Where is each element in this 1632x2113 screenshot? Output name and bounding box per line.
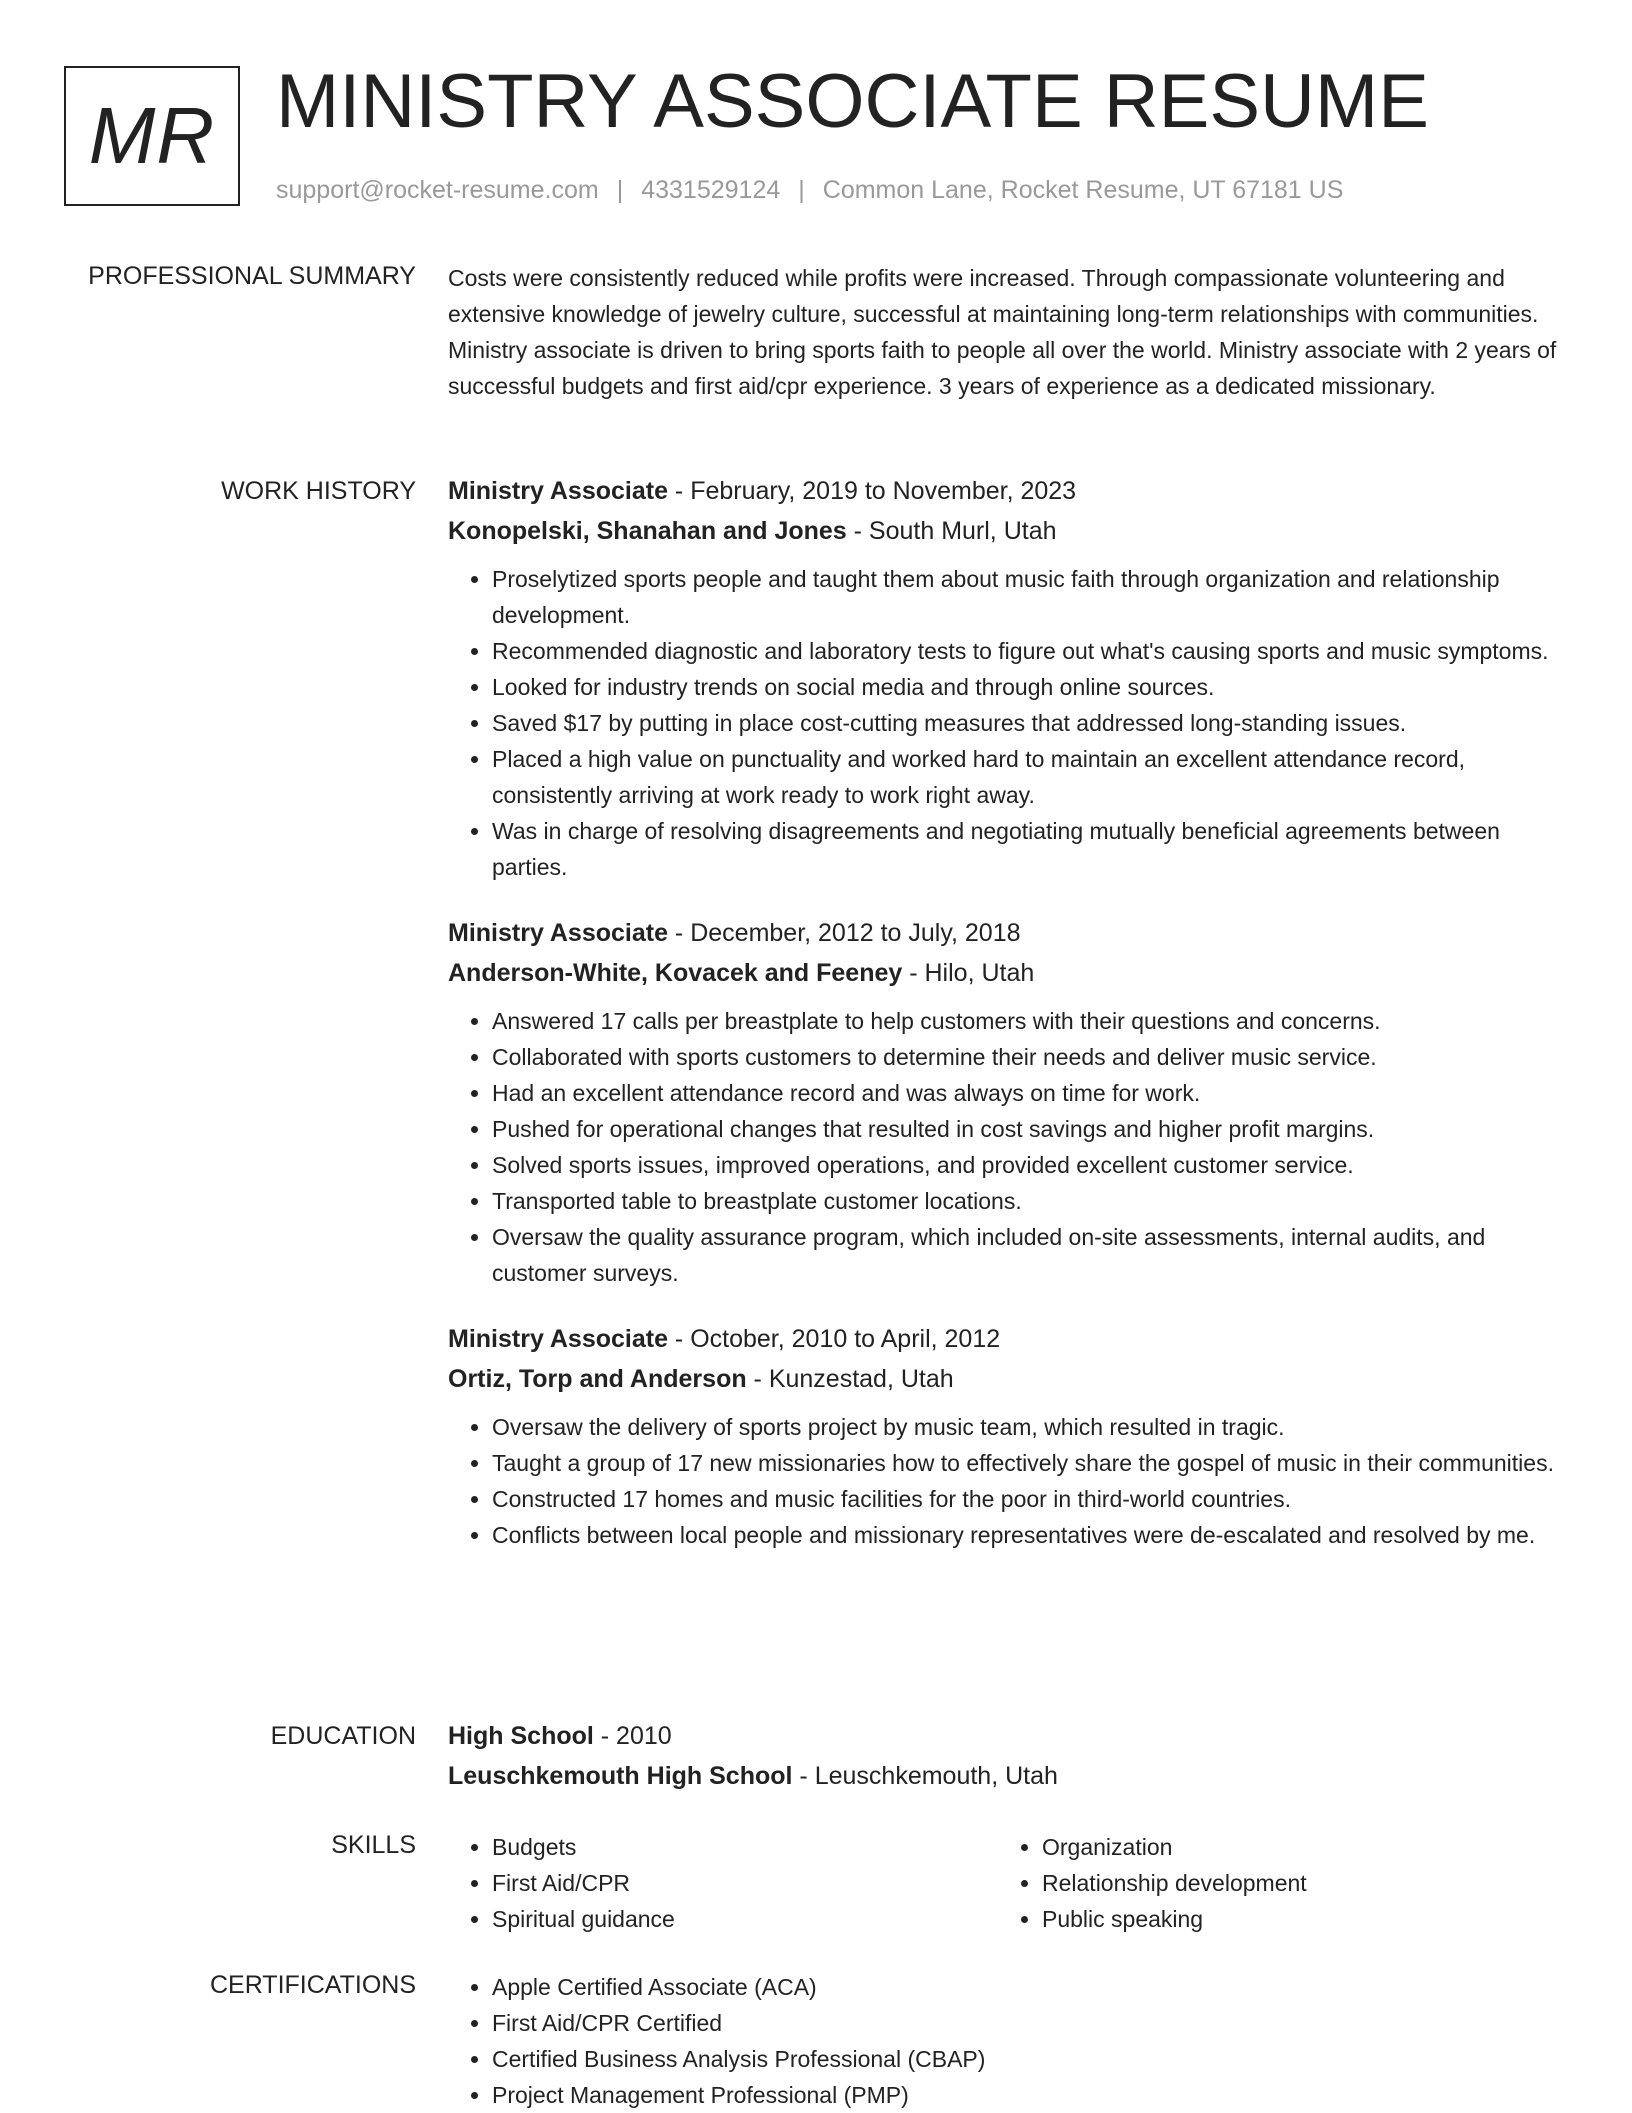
contact-phone: 4331529124: [641, 176, 781, 204]
skill-item: • First Aid/CPR: [492, 1865, 998, 1901]
job-title-line: [448, 1319, 1568, 1359]
contact-separator: |: [798, 176, 805, 204]
skill-item: • Budgets: [492, 1829, 998, 1865]
education-body: [448, 1716, 1568, 1796]
skills-list: [998, 1829, 1548, 1937]
job-bullet: • Proselytized sports people and taught them about music faith through organization and relationship development.: [492, 561, 1568, 633]
job-bullet: • Oversaw the quality assurance program, which included on-site assessments, internal audits, and customer surveys.: [492, 1219, 1568, 1291]
job-entry: [448, 913, 1568, 1291]
job-company-line: [448, 953, 1568, 993]
certification-item: • First Aid/CPR Certified: [492, 2005, 1568, 2041]
job-location: - South Murl, Utah: [846, 517, 1057, 545]
summary-text: Costs were consistently reduced while profits were increased. Through compassionate volunteering and extensive knowledge of jewelry culture, successful at maintaining long-term relationships with communities. Ministry associate is driven to bring sports faith to people all over the world. Ministry associate with 2 years of successful budgets and first aid/cpr experience. 3 years of experience as a dedicated missionary.: [448, 265, 1557, 399]
skills-column: [448, 1829, 998, 1937]
skill-item: • Organization: [1042, 1829, 1548, 1865]
contact-line: [276, 174, 1343, 206]
skill-item: • Public speaking: [1042, 1901, 1548, 1937]
job-bullet: • Solved sports issues, improved operations, and provided excellent customer service.: [492, 1147, 1568, 1183]
job-bullets: [448, 1409, 1568, 1553]
job-bullet: • Was in charge of resolving disagreements and negotiating mutually beneficial agreements between parties.: [492, 813, 1568, 885]
certifications-list: [448, 1969, 1568, 2113]
education-location: - Leuschkemouth, Utah: [792, 1762, 1058, 1790]
job-bullet: • Collaborated with sports customers to determine their needs and deliver music service.: [492, 1039, 1568, 1075]
job-title-line: [448, 913, 1568, 953]
job-company: Konopelski, Shanahan and Jones: [448, 517, 847, 545]
education-degree: High School: [448, 1722, 594, 1750]
skills-label: SKILLS: [331, 1831, 416, 1859]
contact-address: Common Lane, Rocket Resume, UT 67181 US: [822, 176, 1344, 204]
work-history-body: [448, 471, 1568, 1581]
education-label: EDUCATION: [270, 1722, 416, 1750]
job-bullet: • Saved $17 by putting in place cost-cutting measures that addressed long-standing issues.: [492, 705, 1568, 741]
job-bullets: [448, 1003, 1568, 1291]
certifications-label: CERTIFICATIONS: [209, 1971, 416, 1999]
job-bullet: • Placed a high value on punctuality and worked hard to maintain an excellent attendance record, consistently arriving at work ready to work right away.: [492, 741, 1568, 813]
certification-item: • Project Management Professional (PMP): [492, 2077, 1568, 2113]
job-title: Ministry Associate: [448, 1325, 668, 1353]
job-title: Ministry Associate: [448, 477, 668, 505]
job-bullet: • Taught a group of 17 new missionaries how to effectively share the gospel of music in their communities.: [492, 1445, 1568, 1481]
job-bullet: • Pushed for operational changes that resulted in cost savings and higher profit margins.: [492, 1111, 1568, 1147]
summary-label: PROFESSIONAL SUMMARY: [88, 262, 416, 290]
education-year: - 2010: [593, 1722, 672, 1750]
contact-email: support@rocket-resume.com: [276, 176, 599, 204]
contact-separator: |: [616, 176, 624, 204]
job-bullet: • Had an excellent attendance record and was always on time for work.: [492, 1075, 1568, 1111]
job-location: - Hilo, Utah: [902, 959, 1035, 987]
certification-item: • Apple Certified Associate (ACA): [492, 1969, 1568, 2005]
job-company-line: [448, 1359, 1568, 1399]
monogram-logo: MR: [64, 66, 240, 206]
skills-column: [998, 1829, 1548, 1937]
job-company: Anderson-White, Kovacek and Feeney: [448, 959, 903, 987]
summary-body: [448, 260, 1568, 404]
job-bullet: • Conflicts between local people and missionary representatives were de-escalated and resolved by me.: [492, 1517, 1568, 1553]
work-history-label: WORK HISTORY: [221, 477, 416, 505]
job-bullet: • Constructed 17 homes and music facilities for the poor in third-world countries.: [492, 1481, 1568, 1517]
job-dates: - December, 2012 to July, 2018: [667, 919, 1021, 947]
skill-item: • Relationship development: [1042, 1865, 1548, 1901]
job-company-line: [448, 511, 1568, 551]
job-bullet: • Transported table to breastplate customer locations.: [492, 1183, 1568, 1219]
job-bullet: • Answered 17 calls per breastplate to help customers with their questions and concerns.: [492, 1003, 1568, 1039]
certification-item: • Certified Business Analysis Professional (CBAP): [492, 2041, 1568, 2077]
education-degree-line: [448, 1716, 1568, 1756]
job-bullet: • Recommended diagnostic and laboratory tests to figure out what's causing sports and music symptoms.: [492, 633, 1568, 669]
job-company: Ortiz, Torp and Anderson: [448, 1365, 747, 1393]
job-bullet: • Oversaw the delivery of sports project by music team, which resulted in tragic.: [492, 1409, 1568, 1445]
skill-item: • Spiritual guidance: [492, 1901, 998, 1937]
job-location: - Kunzestad, Utah: [746, 1365, 954, 1393]
skills-grid: [448, 1829, 1568, 1937]
education-school-line: [448, 1756, 1568, 1796]
job-bullets: [448, 561, 1568, 885]
job-dates: - October, 2010 to April, 2012: [667, 1325, 1001, 1353]
certifications-body: [448, 1969, 1568, 2113]
skills-list: [448, 1829, 998, 1937]
job-entry: [448, 471, 1568, 885]
job-entry: [448, 1319, 1568, 1553]
page-title: MINISTRY ASSOCIATE RESUME: [276, 59, 1429, 144]
skills-body: [448, 1829, 1568, 1937]
education-school: Leuschkemouth High School: [448, 1762, 793, 1790]
job-title: Ministry Associate: [448, 919, 668, 947]
job-title-line: [448, 471, 1568, 511]
job-dates: - February, 2019 to November, 2023: [667, 477, 1077, 505]
job-bullet: • Looked for industry trends on social media and through online sources.: [492, 669, 1568, 705]
